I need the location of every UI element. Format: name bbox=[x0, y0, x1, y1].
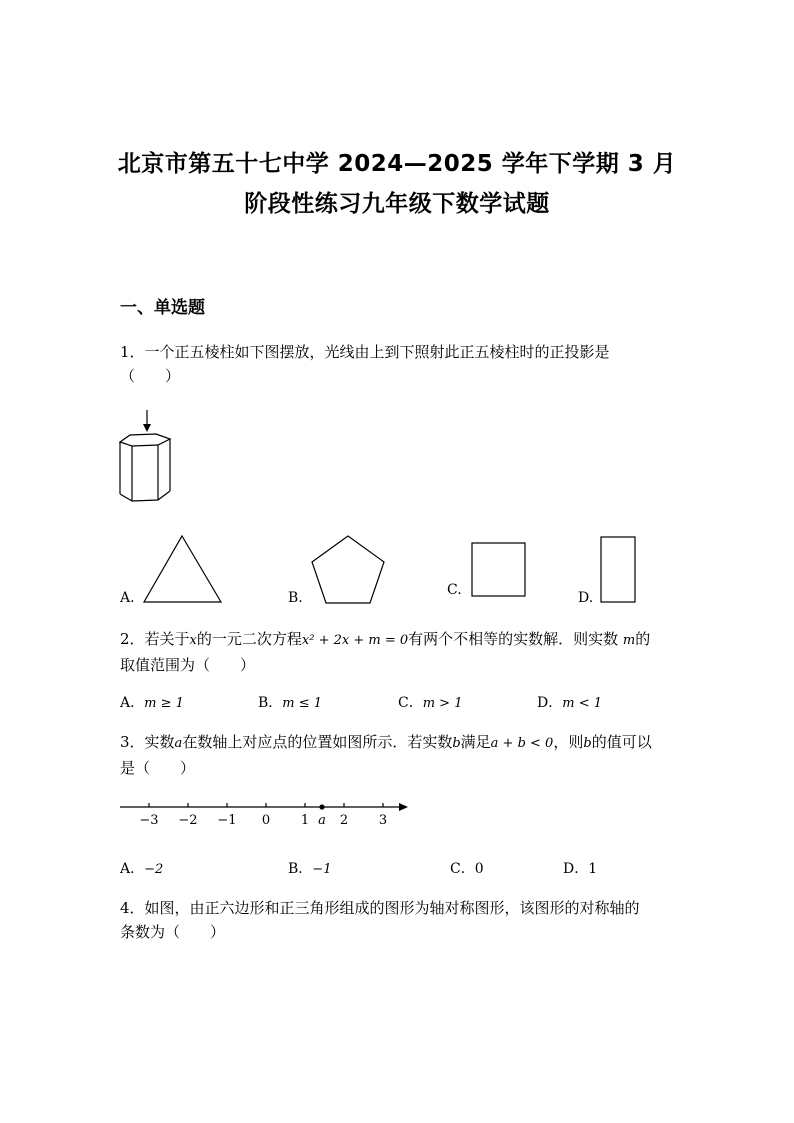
question-2-line2: 取值范围为（ ） bbox=[120, 656, 256, 674]
tick-label-0: 0 bbox=[261, 813, 271, 828]
q3-suffix2: 的值可以 bbox=[591, 733, 652, 751]
q2-option-c-label: C． bbox=[398, 695, 423, 711]
page-title-line1: 北京市第五十七中学 2024—2025 学年下学期 3 月 bbox=[117, 151, 677, 177]
q2-var-m: m bbox=[622, 633, 636, 648]
question-3-line1 bbox=[120, 730, 680, 756]
q3-option-b[interactable] bbox=[288, 858, 331, 878]
tick-label-neg1: −1 bbox=[217, 813, 237, 828]
q1-option-d-rectangle[interactable] bbox=[599, 535, 639, 605]
q2-option-b-label: B． bbox=[258, 695, 283, 711]
point-a bbox=[319, 804, 324, 809]
q2-option-a-value: m ≥ 1 bbox=[144, 696, 184, 711]
q3-option-d-value: 1 bbox=[588, 861, 598, 877]
q3-option-b-label: B． bbox=[288, 861, 313, 877]
tick-label-1: 1 bbox=[300, 813, 310, 828]
page-title-line2: 阶段性练习九年级下数学试题 bbox=[244, 191, 550, 217]
q2-mid: 的一元二次方程 bbox=[196, 630, 302, 648]
q1-option-d-label[interactable]: D. bbox=[578, 590, 594, 606]
q3-var-b: b bbox=[452, 736, 461, 751]
q2-option-c-value: m > 1 bbox=[422, 696, 463, 711]
q3-option-a[interactable] bbox=[120, 858, 163, 878]
tick-label-neg2: −2 bbox=[178, 813, 198, 828]
q1-option-b-label[interactable]: B. bbox=[288, 590, 303, 606]
q3-option-a-label: A． bbox=[120, 861, 145, 877]
q2-option-a[interactable] bbox=[120, 692, 184, 712]
tick-label-neg3: −3 bbox=[139, 813, 159, 828]
q2-option-c[interactable] bbox=[398, 692, 462, 712]
q2-suffix2: 的 bbox=[635, 630, 651, 648]
q3-option-c-value: 0 bbox=[474, 861, 484, 877]
tick-label-2: 2 bbox=[339, 813, 349, 828]
question-1-text bbox=[120, 340, 680, 388]
q3-option-d[interactable] bbox=[563, 858, 597, 878]
q1-option-a-triangle[interactable] bbox=[140, 533, 224, 605]
q2-option-d-label: D． bbox=[537, 695, 563, 711]
q3-suffix: ，则 bbox=[553, 733, 584, 751]
q2-option-a-label: A． bbox=[120, 695, 145, 711]
q3-mid: 在数轴上对应点的位置如图所示．若实数 bbox=[182, 733, 453, 751]
tick-label-3: 3 bbox=[378, 813, 388, 828]
tick-label-a: a bbox=[318, 813, 326, 828]
q3-var-a: a bbox=[174, 736, 183, 751]
q3-prefix: 3．实数 bbox=[120, 733, 175, 751]
q3-mid2: 满足 bbox=[460, 733, 491, 751]
question-3-line2: 是（ ） bbox=[120, 759, 196, 777]
question-4-text bbox=[120, 896, 680, 944]
q2-suffix: 有两个不相等的实数解．则实数 bbox=[408, 630, 619, 648]
q3-option-b-value: −1 bbox=[312, 862, 332, 877]
q2-option-d-value: m < 1 bbox=[562, 696, 602, 711]
q2-equation: x² + 2x + m = 0 bbox=[301, 633, 409, 648]
number-line bbox=[118, 797, 413, 829]
q1-option-b-pentagon[interactable] bbox=[308, 533, 390, 605]
q1-option-c-square[interactable] bbox=[470, 541, 528, 599]
question-1-line2: （ ） bbox=[120, 367, 181, 385]
question-2-line1 bbox=[120, 627, 680, 653]
q3-inequality: a + b < 0 bbox=[490, 736, 554, 751]
pentagonal-prism-figure bbox=[110, 408, 190, 508]
q2-var-x: x bbox=[189, 633, 197, 648]
question-2-text bbox=[120, 627, 680, 677]
q2-option-b-value: m ≤ 1 bbox=[282, 696, 323, 711]
q3-var-b2: b bbox=[583, 736, 592, 751]
q3-option-a-value: −2 bbox=[144, 862, 164, 877]
q3-option-d-label: D． bbox=[563, 861, 589, 877]
q1-option-c-label[interactable]: C. bbox=[447, 582, 462, 598]
question-4-line2: 条数为（ ） bbox=[120, 923, 226, 941]
number-line-arrow bbox=[399, 803, 408, 811]
q3-option-c[interactable] bbox=[450, 858, 484, 878]
q1-option-a-label[interactable]: A. bbox=[120, 590, 135, 606]
q2-prefix: 2．若关于 bbox=[120, 630, 190, 648]
question-4-line1: 4．如图，由正六边形和正三角形组成的图形为轴对称图形，该图形的对称轴的 bbox=[120, 899, 640, 917]
q2-option-b[interactable] bbox=[258, 692, 322, 712]
section-heading: 一、单选题 bbox=[120, 298, 205, 318]
q3-option-c-label: C． bbox=[450, 861, 475, 877]
question-1-line1: 1．一个正五棱柱如下图摆放，光线由上到下照射此正五棱柱时的正投影是 bbox=[120, 343, 610, 361]
light-arrow-head bbox=[143, 424, 151, 432]
q2-option-d[interactable] bbox=[537, 692, 602, 712]
question-3-text bbox=[120, 730, 680, 780]
